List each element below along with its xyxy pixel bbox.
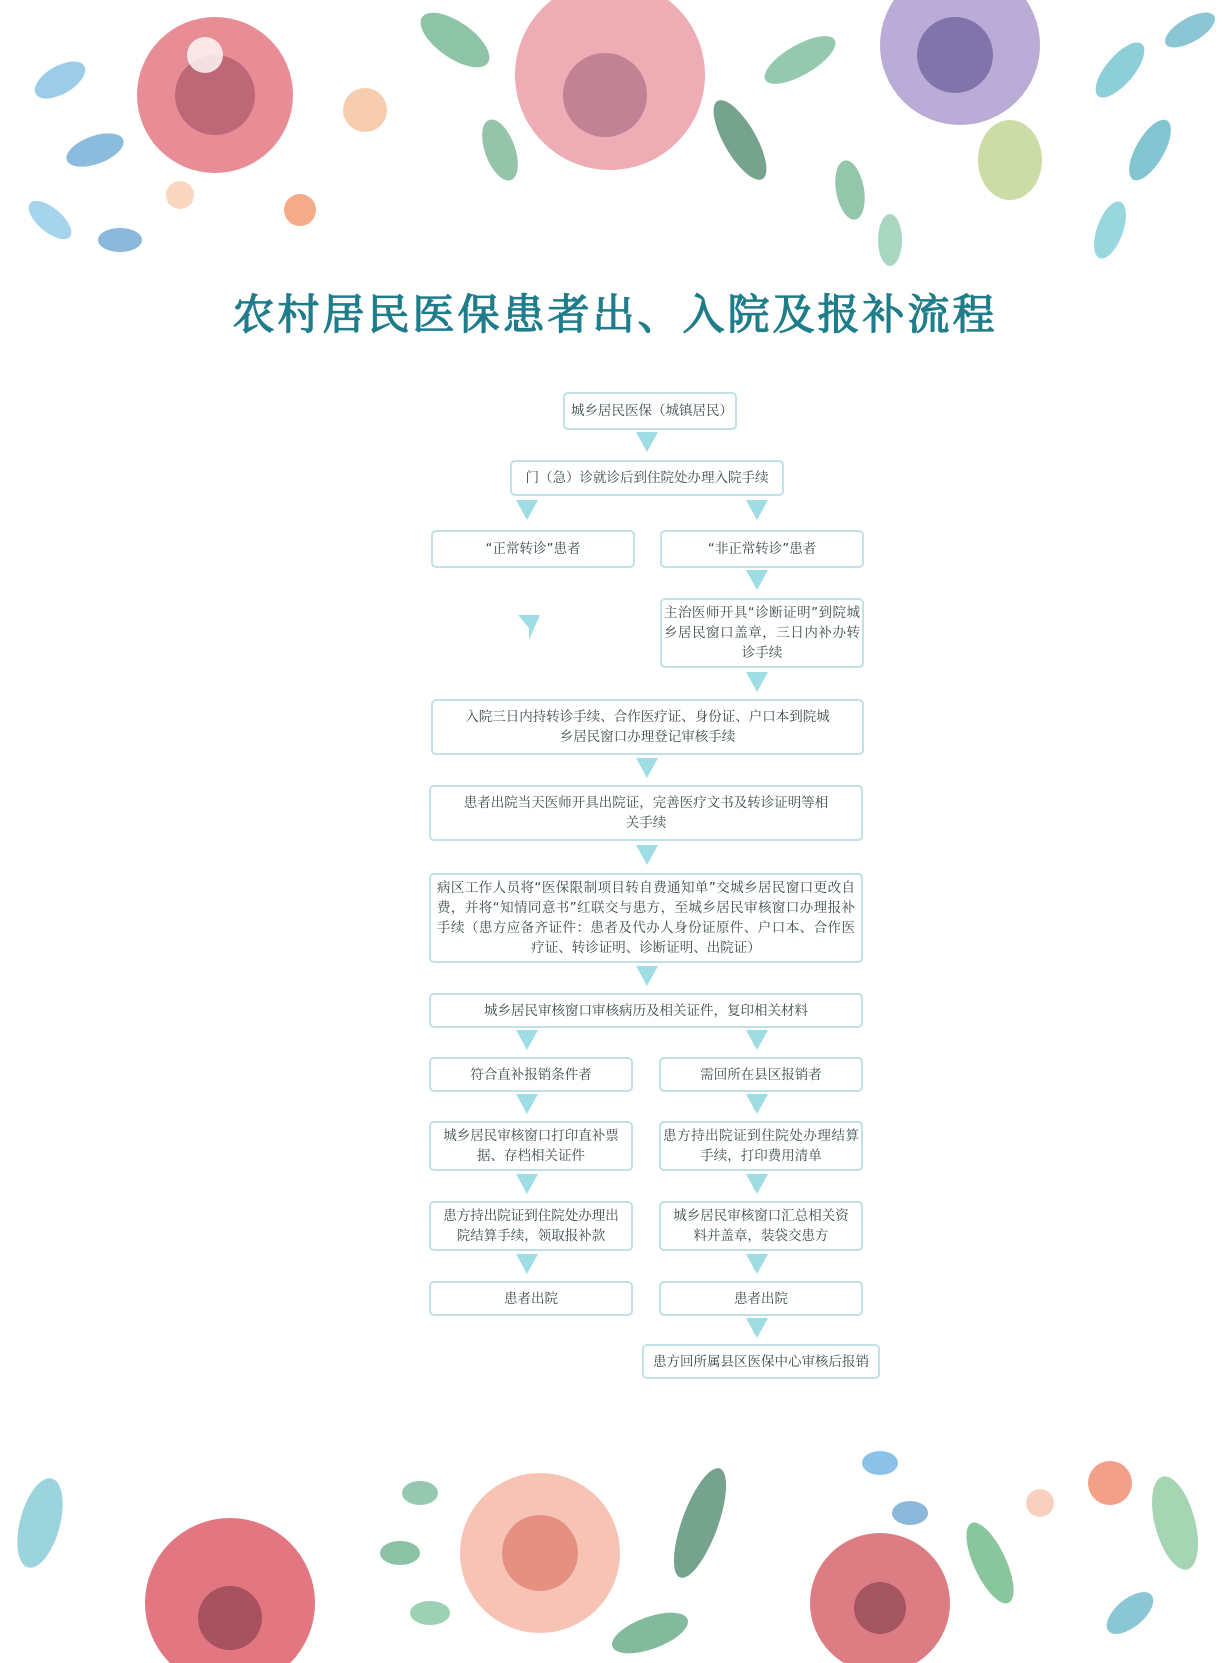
node-start: 城乡居民医保（城镇居民）: [563, 392, 737, 430]
node-final: 患方回所属县区医保中心审核后报销: [642, 1344, 880, 1379]
node-left-discharge: 患者出院: [429, 1281, 633, 1316]
arrow-icon: [518, 615, 540, 640]
node-right-discharge: 患者出院: [659, 1281, 863, 1316]
arrow-icon: [746, 1254, 768, 1274]
node-review: 城乡居民审核窗口审核病历及相关证件，复印相关材料: [429, 993, 863, 1028]
node-discharge-certificate: 患者出院当天医师开具出院证，完善医疗文书及转诊证明等相关手续: [429, 785, 863, 841]
arrow-icon: [746, 1030, 768, 1050]
arrow-icon: [746, 570, 768, 590]
arrow-icon: [516, 1254, 538, 1274]
node-ward-notice: 病区工作人员将“医保限制项目转自费通知单”交城乡居民窗口更改自费，并将“知情同意书”红联交与患方，至城乡居民审核窗口办理报补手续（患方应备齐证件：患者及代办人身份证原件、户口本、合作医疗证、转诊证明、诊断证明、出院证）: [429, 873, 863, 963]
node-print-receipt: 城乡居民审核窗口打印直补票据、存档相关证件: [429, 1121, 633, 1171]
node-eligible: 符合直补报销条件者: [429, 1057, 633, 1092]
node-settle-print: 患方持出院证到住院处办理结算手续，打印费用清单: [659, 1121, 863, 1171]
arrow-icon: [636, 845, 658, 865]
node-registration: 入院三日内持转诊手续、合作医疗证、身份证、户口本到院城乡居民窗口办理登记审核手续: [431, 699, 864, 755]
page-title: 农村居民医保患者出、入院及报补流程: [232, 290, 998, 339]
arrow-icon: [746, 1094, 768, 1114]
node-diagnosis-proof: 主治医师开具“诊断证明”到院城乡居民窗口盖章，三日内补办转诊手续: [660, 598, 864, 668]
arrow-icon: [516, 1030, 538, 1050]
node-normal-transfer: “正常转诊”患者: [431, 530, 635, 568]
arrow-icon: [516, 1094, 538, 1114]
arrow-icon: [746, 1174, 768, 1194]
arrow-icon: [746, 672, 768, 692]
node-outpatient: 门（急）诊就诊后到住院处办理入院手续: [510, 460, 784, 496]
arrow-icon: [636, 432, 658, 452]
node-summary-seal: 城乡居民审核窗口汇总相关资料并盖章，装袋交患方: [659, 1201, 863, 1251]
arrow-icon: [636, 966, 658, 986]
arrow-icon: [746, 1318, 768, 1338]
arrow-icon: [516, 500, 538, 520]
arrow-icon: [636, 758, 658, 778]
node-abnormal-transfer: “非正常转诊”患者: [660, 530, 864, 568]
node-county-claim: 需回所在县区报销者: [659, 1057, 863, 1092]
arrow-icon: [516, 1174, 538, 1194]
node-settle-claim: 患方持出院证到住院处办理出院结算手续，领取报补款: [429, 1201, 633, 1251]
arrow-icon: [746, 500, 768, 520]
